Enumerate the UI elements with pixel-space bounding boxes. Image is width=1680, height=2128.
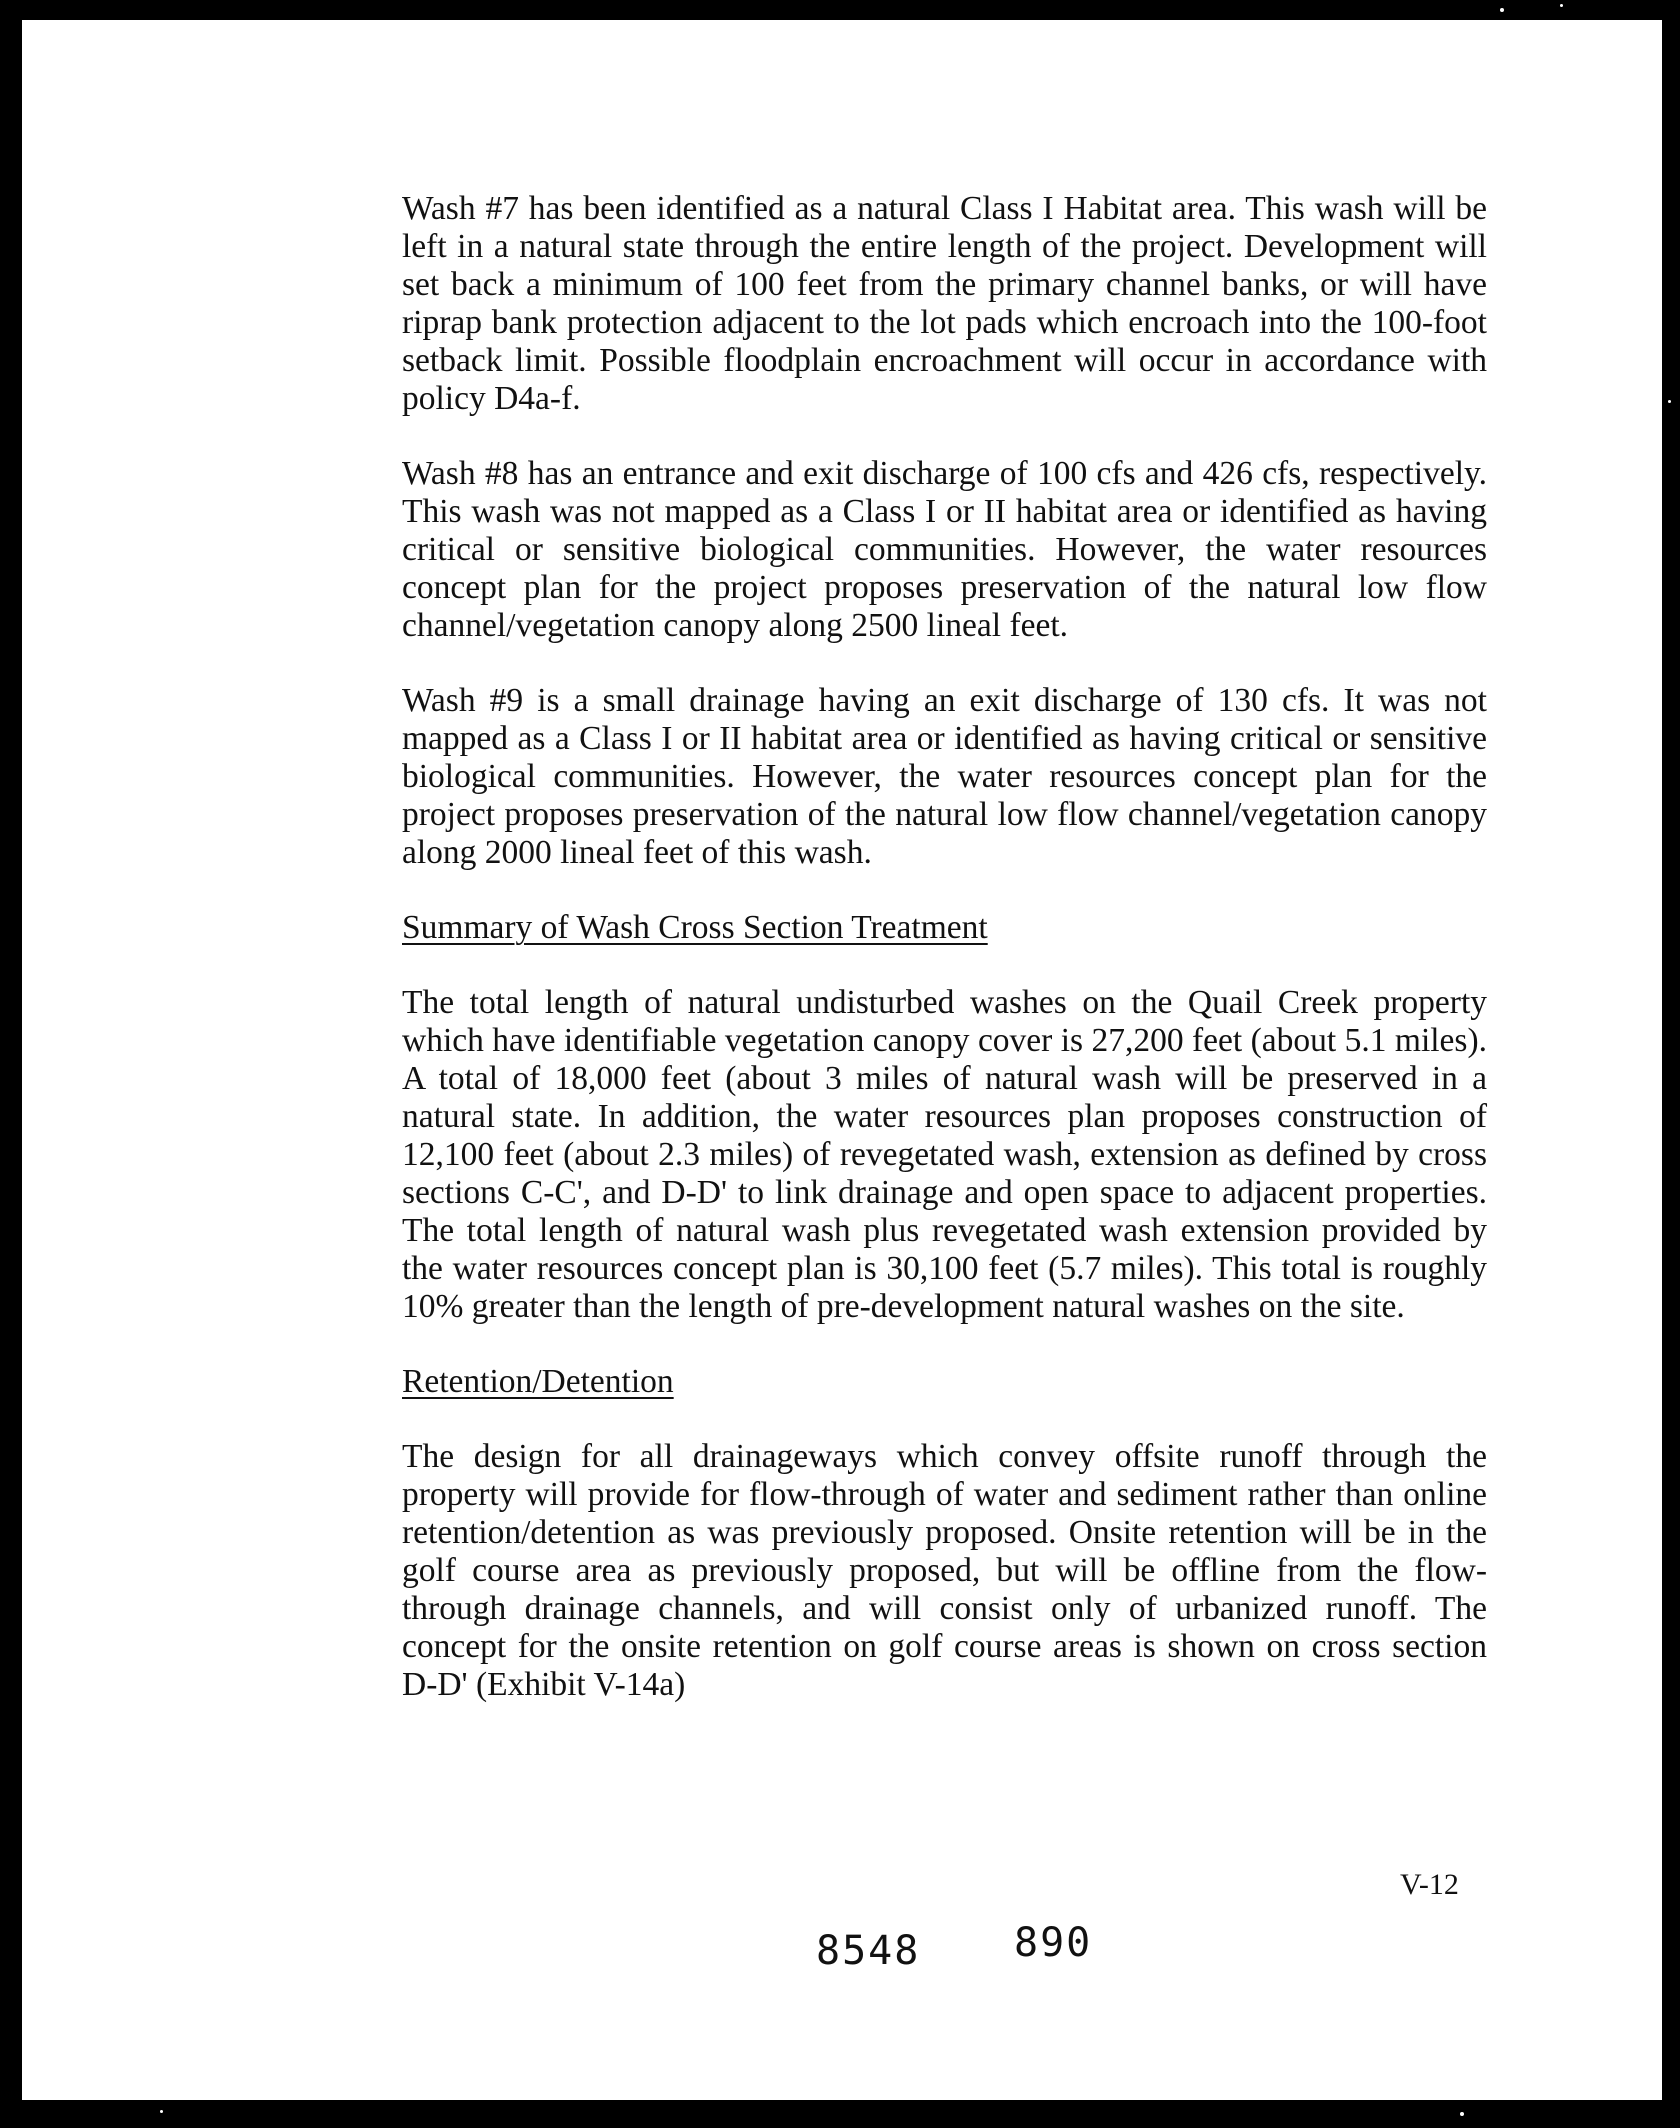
scan-speck bbox=[1460, 2112, 1464, 2116]
scan-speck bbox=[1560, 4, 1563, 7]
document-code-right: 890 bbox=[1014, 1920, 1093, 1966]
paragraph-wash-8: Wash #8 has an entrance and exit discharge of 100 cfs and 426 cfs, respectively. This wash was not mapped as a Class I or II habitat area or identified as having critical or sensitive biological communities. However, the water resources concept plan for the project proposes preservation of the natural low flow channel/vegetation canopy along 2500 lineal feet. bbox=[402, 455, 1487, 644]
paragraph-retention: The design for all drainageways which convey offsite runoff through the property will provide for flow-through of water and sediment rather than online retention/detention as was previously proposed. Onsite retention will be in the golf course area as previously proposed, but will be offline from the flow-through drainage channels, and will consist only of urbanized runoff. The concept for the onsite retention on golf course areas is shown on cross section D-D' (Exhibit V-14a) bbox=[402, 1438, 1487, 1703]
scan-speck bbox=[1668, 400, 1671, 403]
document-body bbox=[402, 190, 1487, 1741]
paragraph-summary: The total length of natural undisturbed washes on the Quail Creek property which have identifiable vegetation canopy cover is 27,200 feet (about 5.1 miles). A total of 18,000 feet (about 3 miles of natural wash will be preserved in a natural state. In addition, the water resources plan proposes construction of 12,100 feet (about 2.3 miles) of revegetated wash, extension as defined by cross sections C-C', and D-D' to link drainage and open space to adjacent properties. The total length of natural wash plus revegetated wash extension provided by the water resources concept plan is 30,100 feet (5.7 miles). This total is roughly 10% greater than the length of pre-development natural washes on the site. bbox=[402, 984, 1487, 1325]
scan-speck bbox=[1500, 8, 1504, 12]
page-number: V-12 bbox=[1400, 1868, 1459, 1901]
section-heading-retention: Retention/Detention bbox=[402, 1363, 674, 1400]
document-code-left: 8548 bbox=[816, 1928, 921, 1974]
section-heading-summary: Summary of Wash Cross Section Treatment bbox=[402, 909, 988, 946]
paragraph-wash-9: Wash #9 is a small drainage having an exit discharge of 130 cfs. It was not mapped as a Class I or II habitat area or identified as having critical or sensitive biological communities. However, the water resources concept plan for the project proposes preservation of the natural low flow channel/vegetation canopy along 2000 lineal feet of this wash. bbox=[402, 682, 1487, 871]
scan-speck bbox=[160, 2110, 163, 2113]
paragraph-wash-7: Wash #7 has been identified as a natural Class I Habitat area. This wash will be left in a natural state through the entire length of the project. Development will set back a minimum of 100 feet from the primary channel banks, or will have riprap bank protection adjacent to the lot pads which encroach into the 100-foot setback limit. Possible floodplain encroachment will occur in accordance with policy D4a-f. bbox=[402, 190, 1487, 417]
document-page bbox=[22, 20, 1662, 2100]
